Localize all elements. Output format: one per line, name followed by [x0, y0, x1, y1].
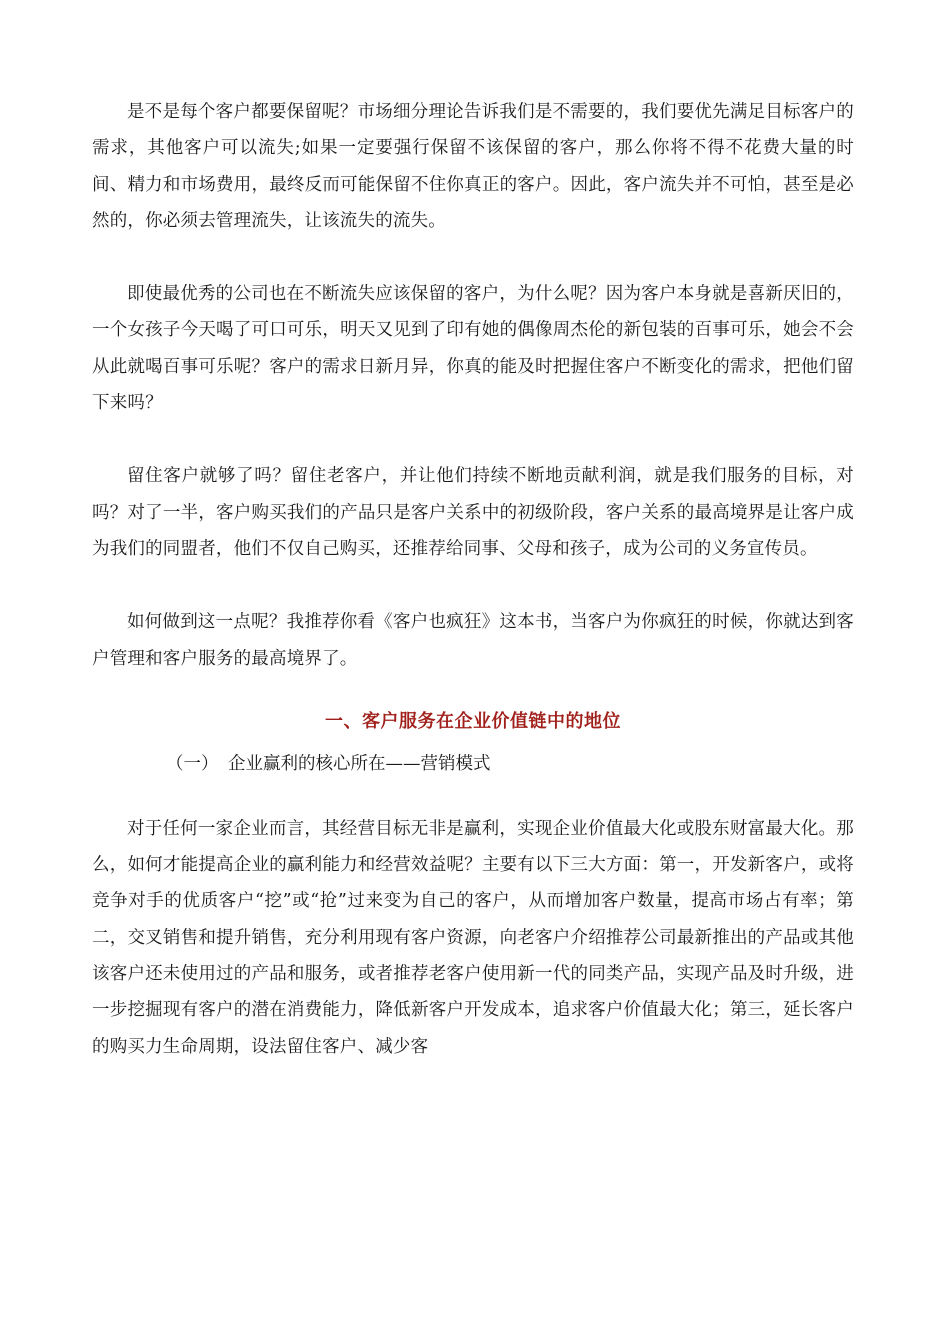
paragraph-gap	[92, 567, 854, 604]
paragraph-gap	[92, 239, 854, 276]
section-heading: 一、客户服务在企业价值链中的地位	[325, 710, 621, 732]
paragraph-customer-churn: 即使最优秀的公司也在不断流失应该保留的客户，为什么呢？因为客户本身就是喜新厌旧的，一个女孩子今天喝了可口可乐，明天又见到了印有她的偶像周杰伦的新包装的百事可乐，她会不会从此就喝百事可乐呢？客户的需求日新月异，你真的能及时把握住客户不断变化的需求，把他们留下来吗？	[92, 284, 854, 414]
subsection-gap	[92, 782, 854, 811]
paragraph-gap	[92, 677, 854, 704]
paragraph-customer-alliance: 留住客户就够了吗？留住老客户，并让他们持续不断地贡献利润，就是我们服务的目标，对吗？对了一半，客户购买我们的产品只是客户关系中的初级阶段，客户关系的最高境界是让客户成为我们的同盟者，他们不仅自己购买，还推荐给同事、父母和孩子，成为公司的义务宣传员。	[92, 466, 854, 559]
subsection-title: 企业赢利的核心所在——营销模式	[228, 753, 491, 774]
paragraph-book-recommendation: 如何做到这一点呢？我推荐你看《客户也疯狂》这本书，当客户为你疯狂的时候，你就达到客户管理和客户服务的最高境界了。	[92, 612, 854, 669]
subsection-heading	[92, 746, 854, 782]
paragraph-profit-strategies: 对于任何一家企业而言，其经营目标无非是赢利，实现企业价值最大化或股东财富最大化。那么，如何才能提高企业的赢利能力和经营效益呢？主要有以下三大方面：第一，开发新客户，或将竞争对手的优质客户“挖”或“抢”过来变为自己的客户，从而增加客户数量，提高市场占有率；第二，交叉销售和提升销售，充分利用现有客户资源，向老客户介绍推荐公司最新推出的产品或其他该客户还未使用过的产品和服务，或者推荐老客户使用新一代的同类产品，实现产品及时升级，进一步挖掘现有客户的潜在消费能力，降低新客户开发成本，追求客户价值最大化；第三，延长客户的购买力生命周期，设法留住客户、减少客	[92, 818, 854, 1057]
paragraph-customer-retention: 是不是每个客户都要保留呢？市场细分理论告诉我们是不需要的，我们要优先满足目标客户的需求，其他客户可以流失;如果一定要强行保留不该保留的客户，那么你将不得不花费大量的时间、精力和市场费用，最终反而可能保留不住你真正的客户。因此，客户流失并不可怕，甚至是必然的，你必须去管理流失，让该流失的流失。	[92, 102, 854, 231]
subsection-number: （一）	[166, 753, 219, 774]
document-page	[92, 94, 854, 1065]
paragraph-gap	[92, 421, 854, 458]
